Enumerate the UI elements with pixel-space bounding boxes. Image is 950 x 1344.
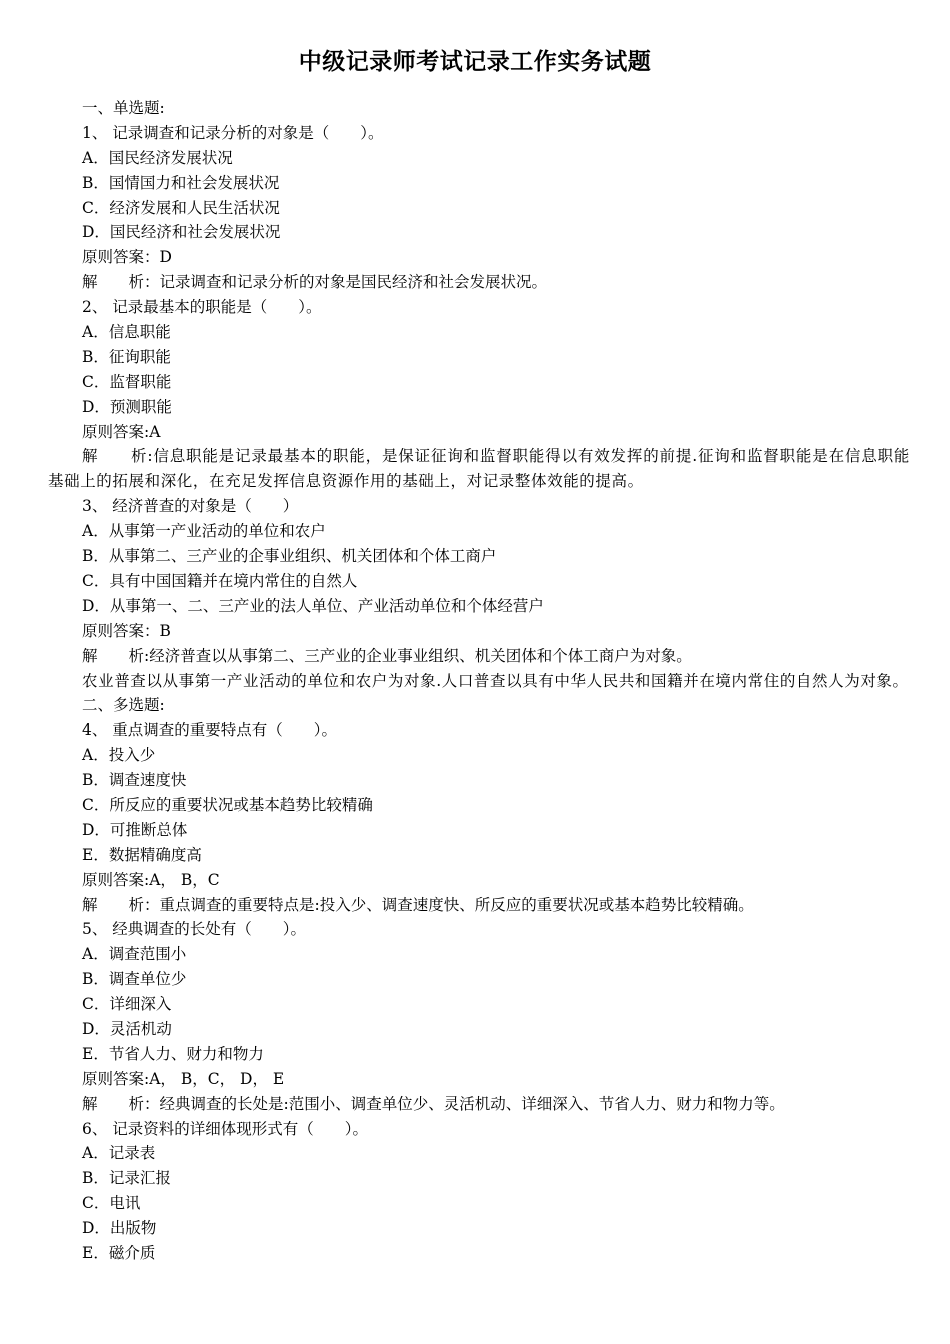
question-4-option-a: A．投入少 bbox=[82, 746, 156, 765]
question-5-option-b: B．调查单位少 bbox=[82, 970, 187, 989]
question-1-option-a: A．国民经济发展状况 bbox=[82, 148, 233, 167]
question-3-answer: 原则答案：B bbox=[82, 621, 171, 640]
question-3-option-c: C．具有中国国籍并在境内常住的自然人 bbox=[82, 571, 358, 590]
question-4-analysis: 解 析：重点调查的重要特点是:投入少、调查速度快、所反应的重要状况或基本趋势比较精确。 bbox=[82, 895, 754, 914]
question-1-option-d: D．国民经济和社会发展状况 bbox=[82, 223, 281, 242]
question-5-option-c: C．详细深入 bbox=[82, 995, 172, 1014]
document-body bbox=[48, 96, 910, 1266]
question-4-stem: 4、 重点调查的重要特点有（ ）。 bbox=[82, 721, 338, 740]
question-3-analysis: 解 析:经济普查以从事第二、三产业的企业事业组织、机关团体和个体工商户为对象。 bbox=[82, 646, 692, 665]
question-1-stem: 1、 记录调查和记录分析的对象是（ ）。 bbox=[82, 123, 384, 142]
question-2-analysis: 解 析:信息职能是记录最基本的职能，是保证征询和监督职能得以有效发挥的前提.征询和监督职能是在信息职能基础上的拓展和深化，在充足发挥信息资源作用的基础上，对记录整体效能的提高。 bbox=[48, 447, 910, 491]
question-2-option-b: B．征询职能 bbox=[82, 347, 171, 366]
question-2-stem: 2、 记录最基本的职能是（ ）。 bbox=[82, 298, 322, 317]
question-2-option-c: C．监督职能 bbox=[82, 372, 172, 391]
question-2-option-d: D．预测职能 bbox=[82, 397, 172, 416]
question-6-option-e: E．磁介质 bbox=[82, 1244, 156, 1263]
question-6-option-c: C．电讯 bbox=[82, 1194, 141, 1213]
question-5-stem: 5、 经典调查的长处有（ ）。 bbox=[82, 920, 307, 939]
question-1-option-c: C．经济发展和人民生活状况 bbox=[82, 198, 280, 217]
document-title: 中级记录师考试记录工作实务试题 bbox=[298, 49, 652, 75]
question-4-option-e: E．数据精确度高 bbox=[82, 845, 202, 864]
section-heading-multiple-choice: 二、多选题: bbox=[82, 696, 165, 715]
question-3-option-a: A．从事第一产业活动的单位和农户 bbox=[82, 522, 326, 541]
question-4-option-c: C．所反应的重要状况或基本趋势比较精确 bbox=[82, 795, 373, 814]
question-4-answer: 原则答案:A， B，C bbox=[82, 870, 220, 889]
question-2-answer: 原则答案:A bbox=[82, 422, 161, 441]
question-5-answer: 原则答案:A， B，C， D， E bbox=[82, 1069, 285, 1088]
question-4-option-b: B．调查速度快 bbox=[82, 771, 187, 790]
question-1-analysis: 解 析：记录调查和记录分析的对象是国民经济和社会发展状况。 bbox=[82, 273, 548, 292]
question-1-option-b: B．国情国力和社会发展状况 bbox=[82, 173, 280, 192]
question-5-option-e: E．节省人力、财力和物力 bbox=[82, 1044, 264, 1063]
question-5-option-d: D．灵活机动 bbox=[82, 1020, 172, 1038]
question-1-answer: 原则答案：D bbox=[82, 248, 172, 267]
question-3-analysis-continued: 农业普查以从事第一产业活动的单位和农户为对象.人口普查以具有中华人民共和国籍并在境内常住的自然人为对象。 bbox=[82, 671, 909, 690]
question-5-option-a: A．调查范围小 bbox=[82, 945, 187, 964]
question-3-stem: 3、 经济普查的对象是（ ） bbox=[82, 497, 299, 516]
question-3-option-d: D．从事第一、二、三产业的法人单位、产业活动单位和个体经营户 bbox=[82, 596, 544, 615]
question-5-analysis: 解 析：经典调查的长处是:范围小、调查单位少、灵活机动、详细深入、节省人力、财力和物力等。 bbox=[82, 1094, 785, 1113]
question-4-option-d: D．可推断总体 bbox=[82, 820, 188, 839]
question-6-option-b: B．记录汇报 bbox=[82, 1169, 171, 1188]
question-6-option-d: D．出版物 bbox=[82, 1219, 157, 1238]
question-6-option-a: A．记录表 bbox=[82, 1144, 156, 1163]
question-6-stem: 6、 记录资料的详细体现形式有（ ）。 bbox=[82, 1119, 369, 1138]
question-3-option-b: B．从事第二、三产业的企事业组织、机关团体和个体工商户 bbox=[82, 547, 497, 566]
question-2-option-a: A．信息职能 bbox=[82, 323, 171, 342]
section-heading-single-choice: 一、单选题: bbox=[82, 99, 165, 117]
